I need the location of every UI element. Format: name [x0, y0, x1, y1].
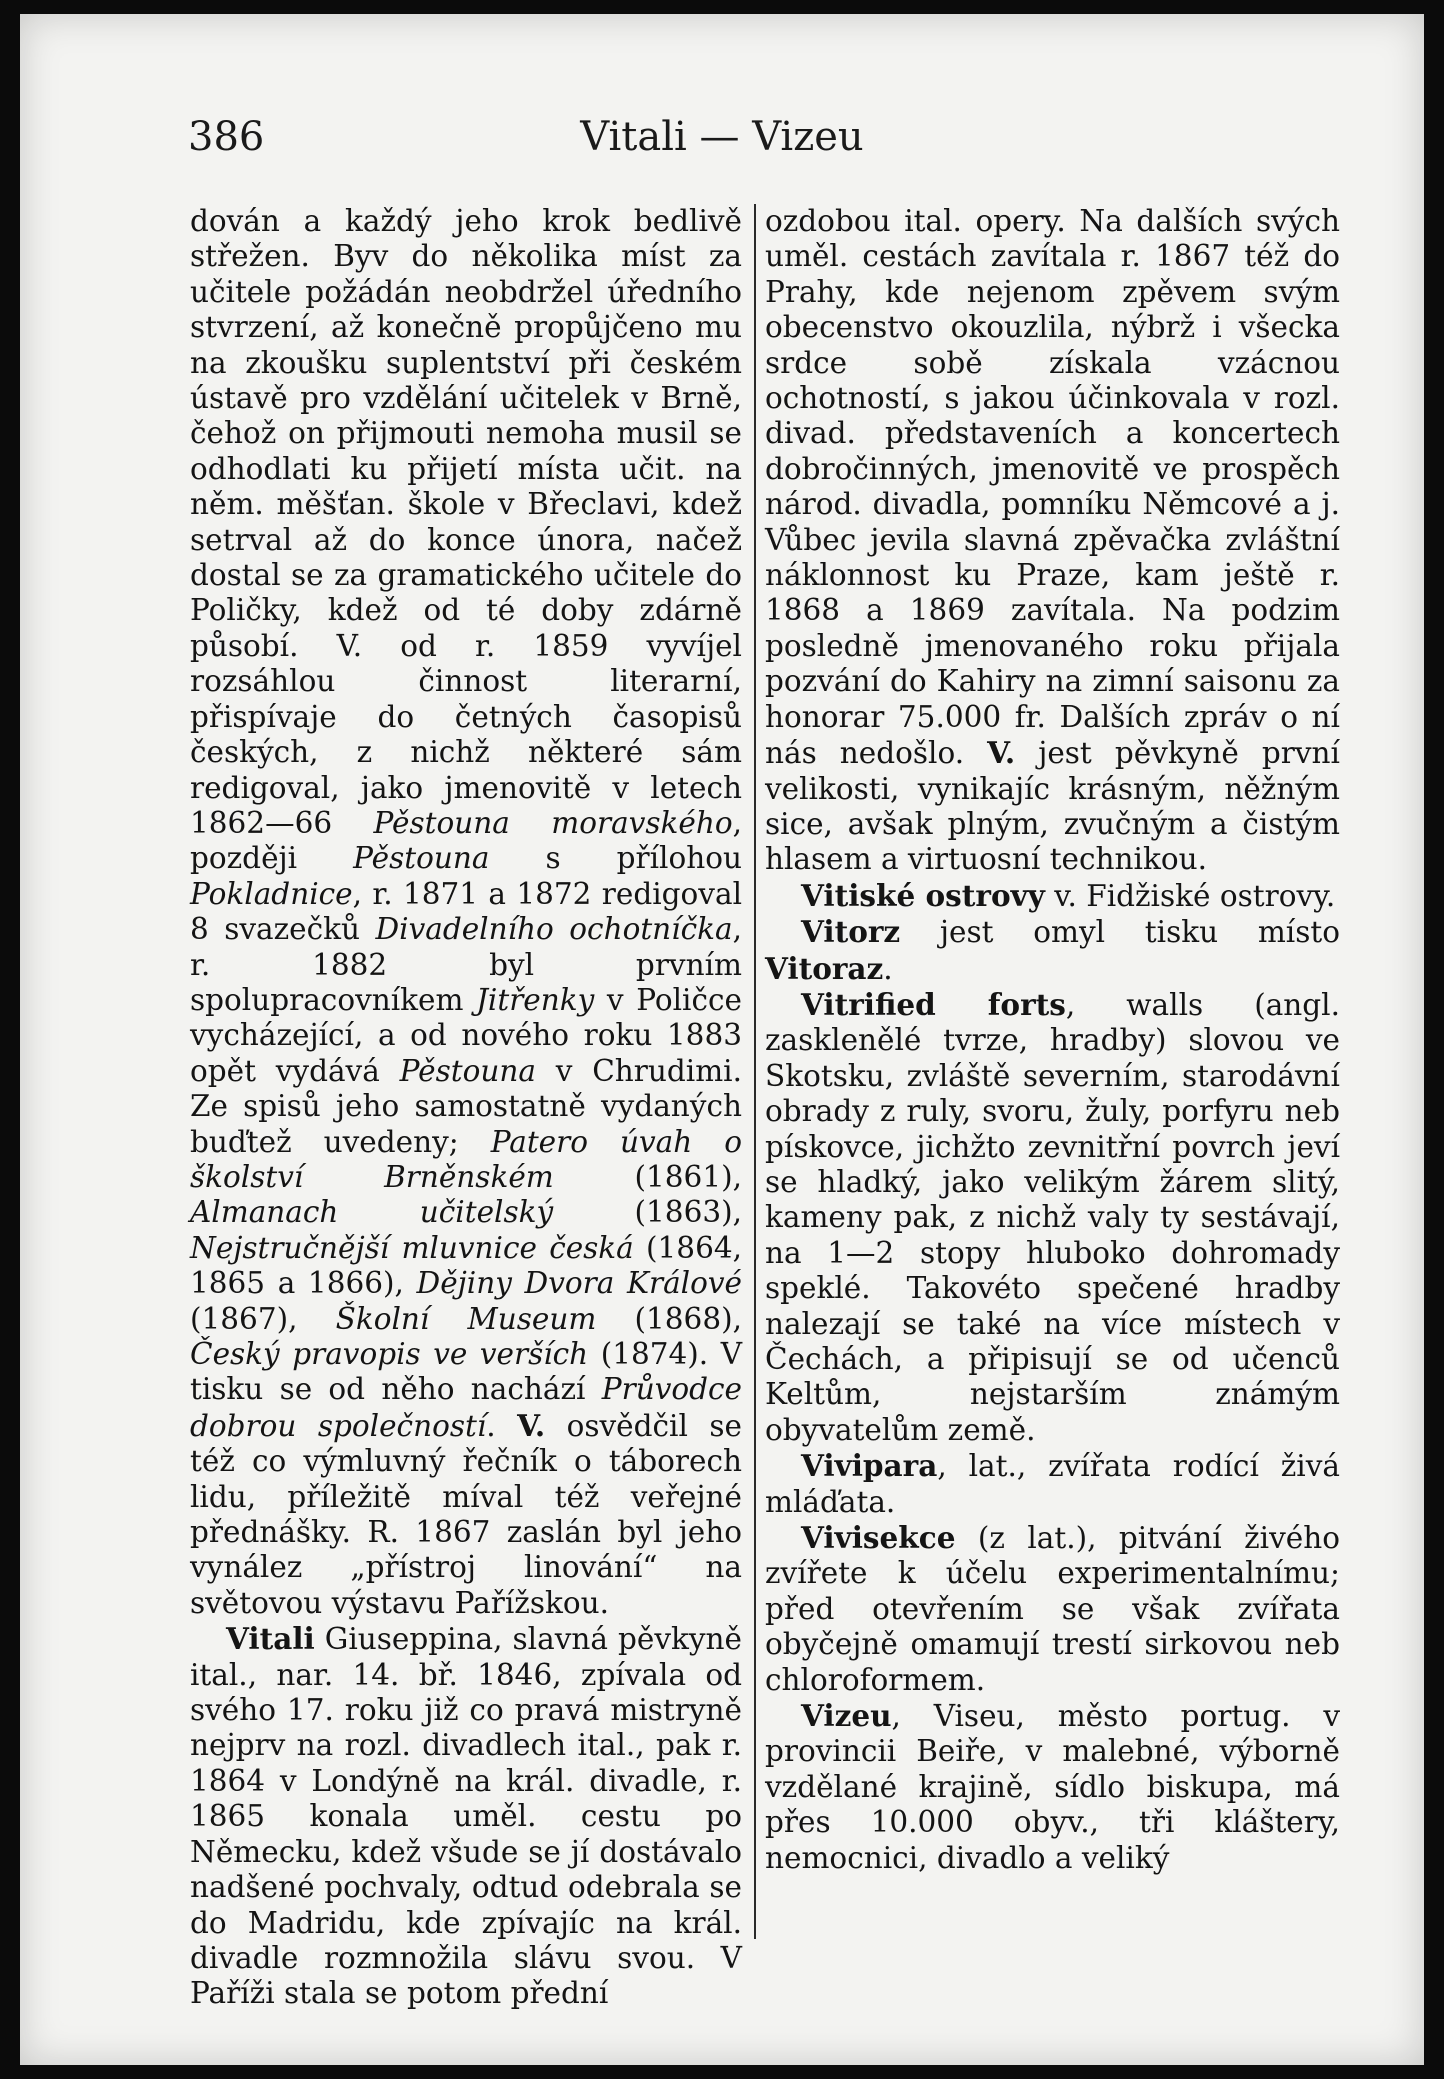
page-number: 386 [188, 114, 265, 160]
entry-headword: Vivisekce [801, 1520, 956, 1556]
entry-vitrified-forts: Vitrified forts, walls (angl. zasklenělé tvrze, hradby) slovou ve Skotsku, zvláště severním, starodávní obrady z ruly, svoru, žuly, porfyru neb pískovce, jichžto zevnitřní povrch jeví se hladký, jako velikým žárem slitý, kameny pak, z nichž valy ty sestávají, na 1—2 stopy hluboko dohromady speklé. Takovéto spečené hradby nalezají se také na více místech v Čechách, a připisují se od učenců Keltům, nejstarším známým obyvatelům země. [765, 986, 1340, 1447]
entry-headword: Vizeu [801, 1698, 892, 1734]
book-page [20, 14, 1424, 2065]
entry-continuation: dován a každý jeho krok bedlivě střežen. Byv do několika míst za učitele požádán neobdržel úředního stvrzení, až konečně propůjčeno mu na zkoušku suplentství při českém ústavě pro vzdělání učitelek v Brně, čehož on přijmouti nemoha musil se odhodlati ku přijetí místa učit. na něm. měšťan. škole v Břeclavi, kdež setrval až do konce února, načež dostal se za gramatického učitele do Poličky, kdež od té doby zdárně působí. V. od r. 1859 vyvíjel rozsáhlou činnost literarní, přispívaje do četných časopisů českých, z nichž některé sám redigoval, jako jmenovitě v letech 1862—66 Pěstouna moravského, později Pěstouna s přílohou Pokladnice, r. 1871 a 1872 redigoval 8 svazečků Divadelního ochotníčka, r. 1882 byl prvním spolupracovníkem Jitřenky v Poličce vycházející, a od nového roku 1883 opět vydává Pěstouna v Chrudimi. Ze spisů jeho samostatně vydaných buďtež uvedeny; Patero úvah o školství Brněnském (1861), Almanach učitelský (1863), Nejstručnější mluvnice česká (1864, 1865 a 1866), Dějiny Dvora Králové (1867), Školní Museum (1868), Český pravopis ve verších (1874). V tisku se od něho nachází Průvodce dobrou společností. V. osvědčil se též co výmluvný řečník o táborech lidu, příležitě míval též veřejné přednášky. R. 1867 zaslán byl jeho vynález „přístroj linování“ na světovou výstavu Pařížskou. [190, 204, 743, 1620]
column-divider [754, 204, 756, 1939]
entry-headword: Vitorz [801, 914, 901, 950]
entry-vitali: Vitali Giuseppina, slavná pěvkyně ital., nar. 14. bř. 1846, zpívala od svého 17. roku již co pravá mistryně nejprv na rozl. divadlech ital., pak r. 1864 v Londýně na král. divadle, r. 1865 konala uměl. cestu po Německu, kdež všude se jí dostávalo nadšené pochvaly, odtud odebrala se do Madridu, kde zpívajíc na král. divadle rozmnožila slávu svou. V Paříži stala se potom přední [190, 1621, 742, 2011]
running-header [20, 14, 1424, 164]
entry-vizeu: Vizeu, Viseu, město portug. v provincii Beiře, v malebné, výborně vzdělané krajině, sídlo biskupa, má přes 10.000 obyv., tři kláštery, nemocnici, divadlo a veliký [765, 1698, 1340, 1875]
entry-headword: Vitali [226, 1621, 315, 1657]
entry-vivisekce: Vivisekce (z lat.), pitvání živého zvířete k účelu experimentalnímu; před otevřením se však zvířata obyčejně omamují trestí sirkovou neb chloroformem. [765, 1520, 1340, 1697]
entry-vitiske-ostrovy: Vitiské ostrovy v. Fidžiské ostrovy. [801, 877, 1336, 913]
entry-vitali-continued: ozdobou ital. opery. Na dalších svých uměl. cestách zavítala r. 1867 též do Prahy, kde nejenom zpěvem svým obecenstvo okouzlila, nýbrž i všecka srdce sobě získala vzácnou ochotností, s jakou účinkovala v rozl. divad. představeních a koncertech dobročinných, jmenovitě ve prospěch národ. divadla, pomníku Němcové a j. Vůbec jevila slavná zpěvačka zvláštní náklonnost ku Praze, kam ještě r. 1868 a 1869 zavítala. Na podzim posledně jmenovaného roku přijala pozvání do Kahiry na zimní saisonu za honorar 75.000 fr. Dalších zpráv o ní nás nedošlo. V. jest pěvkyně první velikosti, vynikajíc krásným, něžným sice, avšak plným, zvučným a čistým hlasem a virtuosní technikou. [765, 204, 1340, 877]
right-column [765, 204, 1340, 1944]
entry-headword: Vitrified forts [801, 986, 1066, 1022]
entry-vitorz: Vitorz jest omyl tisku místo Vitoraz. [765, 914, 1340, 986]
entry-vivipara: Vivipara, lat., zvířata rodící živá mláďata. [765, 1448, 1340, 1519]
entry-headword: Vivipara [801, 1448, 938, 1484]
page-title: Vitali — Vizeu [580, 114, 864, 160]
left-column [190, 204, 743, 2011]
entry-headword: Vitiské ostrovy [801, 877, 1045, 913]
